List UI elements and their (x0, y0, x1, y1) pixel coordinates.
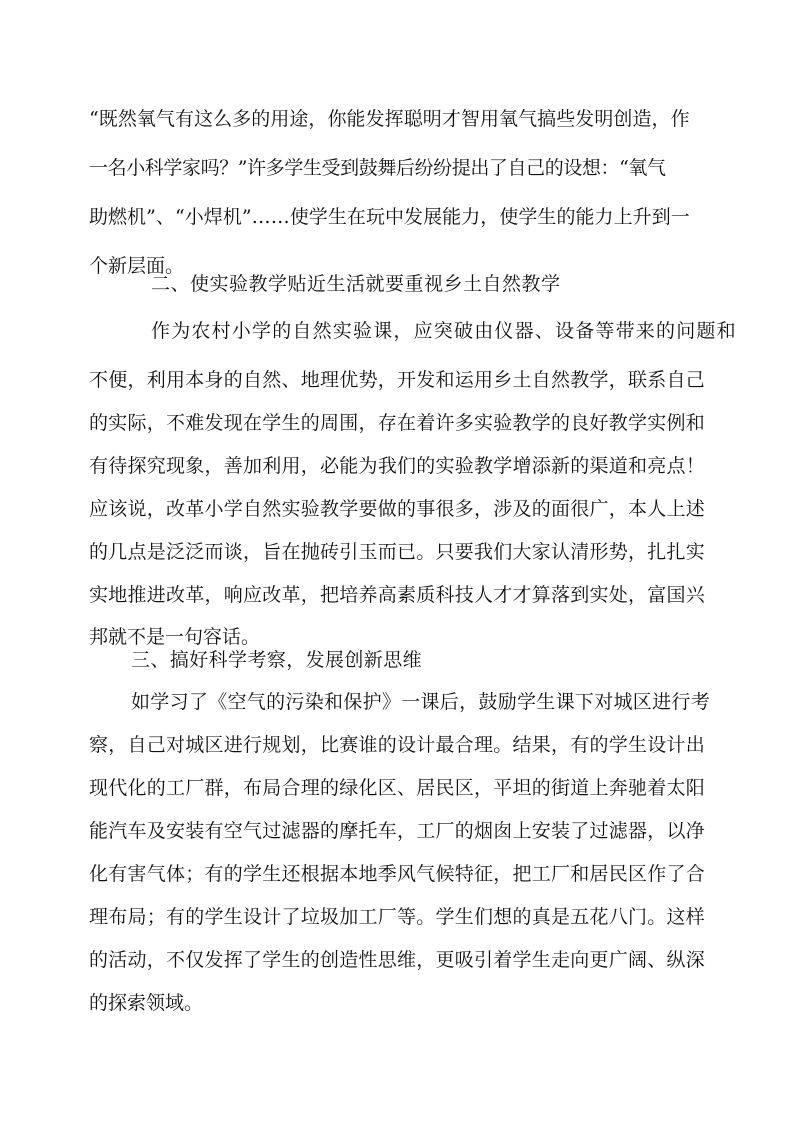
paragraph-line: 能汽车及安装有空气过滤器的摩托车，工厂的烟囱上安装了过滤器，以净 (89, 820, 706, 842)
section-heading: 二、使实验教学贴近生活就要重视乡土自然教学 (151, 273, 561, 295)
paragraph-line: 实地推进改革，响应改革，把培养高素质科技人才才算落到实处，富国兴 (89, 584, 706, 606)
paragraph-line: 的活动，不仅发挥了学生的创造性思维，更吸引着学生走向更广阔、纵深 (89, 949, 706, 971)
paragraph-line: 不便，利用本身的自然、地理优势，开发和运用乡土自然教学，联系自己 (89, 369, 706, 391)
paragraph-line: 的实际，不难发现在学生的周围，存在着许多实验教学的良好教学实例和 (89, 412, 706, 434)
paragraph-line: 作为农村小学的自然实验课，应突破由仪器、设备等带来的问题和 (151, 320, 737, 342)
paragraph-line: 有待探究现象，善加利用，必能为我们的实验教学增添新的渠道和亮点！ (89, 455, 706, 477)
paragraph-line: “既然氧气有这么多的用途，你能发挥聪明才智用氧气搞些发明创造，作 (89, 108, 690, 130)
paragraph-line: 理布局；有的学生设计了垃圾加工厂等。学生们想的真是五花八门。这样 (89, 906, 706, 928)
paragraph-line: 个新层面。 (89, 255, 185, 277)
paragraph-line: 化有害气体；有的学生还根据本地季风气候特征，把工厂和居民区作了合 (89, 863, 706, 885)
paragraph-line: 现代化的工厂群，布局合理的绿化区、居民区，平坦的街道上奔驰着太阳 (89, 777, 706, 799)
paragraph-line: 助燃机”、“小焊机”……使学生在玩中发展能力，使学生的能力上升到一 (89, 206, 690, 228)
paragraph-line: 的几点是泛泛而谈，旨在抛砖引玉而已。只要我们大家认清形势，扎扎实 (89, 541, 706, 563)
paragraph-line: 的探索领域。 (89, 992, 204, 1014)
paragraph-line: 一名小科学家吗？”许多学生受到鼓舞后纷纷提出了自己的设想：“氧气 (89, 157, 666, 179)
paragraph-line: 邦就不是一句容话。 (89, 626, 261, 648)
paragraph-line: 应该说，改革小学自然实验教学要做的事很多，涉及的面很广，本人上述 (89, 498, 706, 520)
section-heading: 三、搞好科学考察，发展创新思维 (131, 649, 423, 671)
paragraph-line: 如学习了《空气的污染和保护》一课后，鼓励学生课下对城区进行考 (131, 691, 711, 713)
paragraph-line: 察，自己对城区进行规划，比赛谁的设计最合理。结果，有的学生设计出 (89, 734, 706, 756)
